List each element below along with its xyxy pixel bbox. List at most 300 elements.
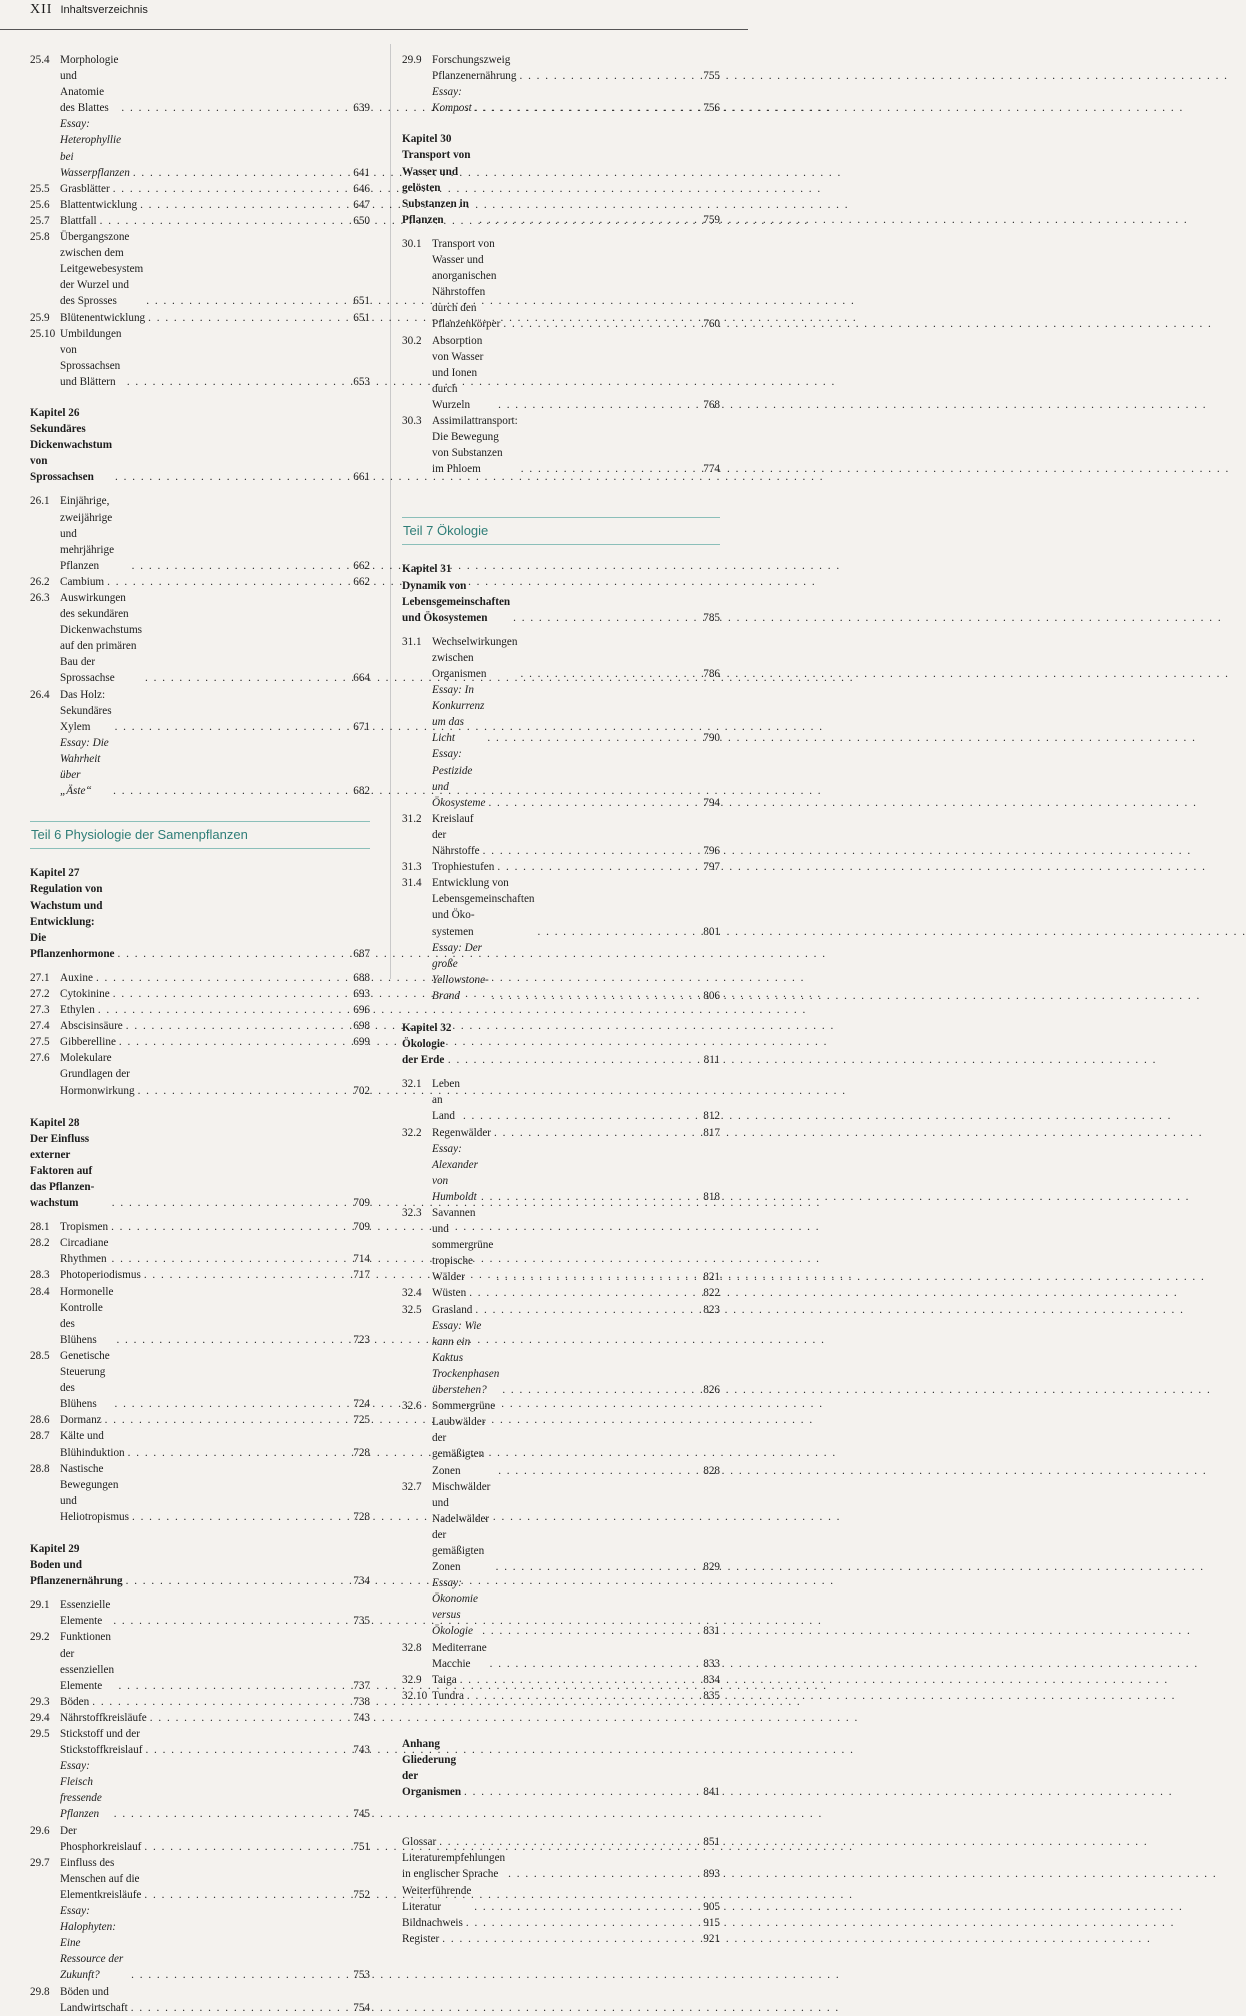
toc-entry[interactable]: [30, 1823, 370, 1855]
chapter-title[interactable]: Transport von Wasser und gelösten Substanzen in Pflanzen . . . 759: [402, 147, 720, 227]
entry-title: Entwicklung von Lebensgemeinschaften und Öko- systemen: [432, 877, 535, 938]
section-number: 31.4: [402, 877, 422, 890]
entry-body: [60, 574, 370, 590]
page-ref: 829: [703, 1561, 720, 1574]
dot-leader: [98, 1002, 350, 1018]
page-ref: 699: [353, 1036, 370, 1049]
toc-essay-entry[interactable]: [30, 1758, 370, 1822]
entry-body: [60, 1855, 370, 1903]
section-number: 29.3: [30, 1695, 50, 1708]
toc-entry[interactable]: [402, 1931, 720, 1947]
toc-entry[interactable]: [30, 574, 370, 590]
toc-entry[interactable]: [402, 1850, 720, 1882]
entry-body: [432, 236, 720, 333]
dot-leader: [502, 1382, 700, 1398]
section-number: 30.2: [402, 334, 422, 347]
toc-essay-entry[interactable]: [402, 1141, 720, 1205]
section-number: 30.1: [402, 237, 422, 250]
toc-entry[interactable]: [30, 326, 370, 390]
entry-title: Essay: Die Wahrheit über „Äste“: [60, 736, 109, 798]
chapter-label: Kapitel 28: [30, 1116, 80, 1129]
toc-entry[interactable]: [30, 1219, 370, 1235]
toc-entry[interactable]: [402, 875, 720, 939]
chapter-title[interactable]: Regulation von Wachstum und Entwicklung: Die Pflanzenhormone . . . 687: [30, 881, 370, 961]
entry-title: Ethylen: [60, 1004, 95, 1017]
toc-entry[interactable]: [402, 1285, 720, 1301]
entry-title: Assimilattransport: Die Bewegung von Substanzen im Phloem: [432, 414, 518, 476]
dot-leader: [496, 1559, 701, 1575]
toc-essay-entry[interactable]: [30, 1903, 370, 1983]
entry-body: [432, 52, 720, 84]
toc-entry[interactable]: [402, 52, 720, 84]
entry-body: [60, 1235, 370, 1267]
section-number: 29.7: [30, 1856, 50, 1869]
chapter-label: Kapitel 26: [30, 406, 80, 419]
toc-list: [30, 1597, 370, 2015]
entry-body: [402, 1931, 720, 1947]
dot-leader: [112, 1195, 350, 1211]
dot-leader: [138, 1083, 351, 1099]
page-ref: 755: [703, 70, 720, 83]
toc-essay-entry[interactable]: [402, 940, 720, 1004]
dot-leader: [513, 610, 700, 626]
chapter-title[interactable]: Ökologie der Erde . . . 811: [402, 1036, 720, 1068]
section-number: 29.4: [30, 1711, 50, 1724]
toc-entry[interactable]: [402, 1883, 720, 1915]
page-ref: 728: [353, 1446, 370, 1459]
dot-leader: [105, 1412, 351, 1428]
page-ref: 682: [353, 785, 370, 798]
entry-title: Einfluss des Menschen auf die Elementkreisläufe: [60, 1856, 142, 1901]
entry-title: Photoperiodismus: [60, 1269, 141, 1282]
chapter-title[interactable]: Boden und Pflanzenernährung . . . 734: [30, 1557, 370, 1589]
toc-entry[interactable]: [30, 1855, 370, 1903]
page-ref: 751: [353, 1840, 370, 1853]
toc-entry[interactable]: [402, 1672, 720, 1688]
page-ref: 662: [353, 559, 370, 572]
entry-body: [60, 52, 370, 116]
entry-title: Cambium: [60, 575, 105, 588]
dot-leader: [115, 719, 351, 735]
page-ref: 688: [353, 971, 370, 984]
entry-title: Blütenentwicklung: [60, 311, 146, 324]
toc-entry[interactable]: [30, 1050, 370, 1098]
entry-body: [432, 84, 720, 116]
entry-body: [60, 229, 370, 309]
entry-body: [432, 1688, 720, 1704]
entry-body: [432, 413, 720, 477]
section-number: 29.2: [30, 1631, 50, 1644]
entry-title: Essay: Heterophyllie bei Wasserpflanzen: [60, 118, 130, 179]
section-number: 32.4: [402, 1287, 422, 1300]
page-ref: 646: [353, 182, 370, 195]
entry-body: [432, 1302, 720, 1318]
entry-body: [60, 1267, 370, 1283]
toc-entry[interactable]: [402, 1076, 720, 1124]
entry-body: [432, 1141, 720, 1205]
section-number: 28.7: [30, 1430, 50, 1443]
toc-entry[interactable]: [30, 213, 370, 229]
toc-entry[interactable]: [30, 986, 370, 1002]
dot-leader: [131, 1967, 350, 1983]
toc-entry[interactable]: [30, 1267, 370, 1283]
dot-leader: [144, 1887, 350, 1903]
section-number: 25.10: [30, 327, 56, 340]
dot-leader: [497, 859, 700, 875]
toc-entry[interactable]: [30, 687, 370, 735]
toc-entry[interactable]: [30, 1018, 370, 1034]
toc-list: [402, 52, 720, 116]
entry-title: Sommergrüne Laubwälder der gemäßigten Zonen: [432, 1400, 496, 1477]
toc-entry[interactable]: [402, 634, 720, 682]
page-ref: 841: [703, 1786, 720, 1799]
page-ref: 738: [353, 1695, 370, 1708]
entry-title: Dormanz: [60, 1414, 102, 1427]
section-number: 26.3: [30, 592, 50, 604]
dot-leader: [498, 1463, 700, 1479]
entry-body: [60, 181, 370, 197]
page-ref: 641: [353, 166, 370, 179]
toc-essay-entry[interactable]: [402, 682, 720, 746]
dot-leader: [463, 1108, 700, 1124]
section-number: 29.1: [30, 1599, 50, 1612]
entry-body: [432, 1640, 720, 1672]
running-title: Inhaltsverzeichnis: [60, 4, 148, 16]
section-number: 32.6: [402, 1400, 422, 1413]
toc-entry[interactable]: [402, 1640, 720, 1672]
appendix-title[interactable]: Gliederung der Organismen . . . 841: [402, 1752, 720, 1800]
toc-entry[interactable]: [30, 1002, 370, 1018]
entry-title: Absorption von Wasser und Ionen durch Wurzeln: [432, 334, 484, 411]
page-ref: 811: [703, 1054, 720, 1067]
page-ref: 817: [703, 1126, 720, 1139]
toc-entry[interactable]: [402, 236, 720, 333]
page-ref: 717: [353, 1269, 370, 1282]
toc-list: [402, 236, 720, 477]
page-ref: 693: [353, 987, 370, 1000]
dot-leader: [96, 970, 350, 986]
page-ref: 698: [353, 1020, 370, 1033]
entry-body: [432, 1575, 720, 1639]
entry-body: [60, 1984, 370, 2016]
entry-body: [60, 116, 370, 180]
page-number: XII: [30, 2, 53, 17]
dot-leader: [479, 212, 700, 228]
dot-leader: [148, 310, 350, 326]
page-ref: 915: [703, 1916, 720, 1929]
toc-entry[interactable]: [30, 1235, 370, 1267]
entry-title: Essay: Der große Yellowstone-Brand: [432, 941, 489, 1002]
toc-essay-entry[interactable]: [402, 84, 720, 116]
page-ref: 828: [703, 1464, 720, 1477]
dot-leader: [498, 397, 700, 413]
entry-body: [60, 1428, 370, 1460]
page-ref: 728: [353, 1510, 370, 1523]
page-ref: 743: [353, 1711, 370, 1724]
entry-title: Essenzielle Elemente: [60, 1599, 111, 1628]
toc-essay-entry[interactable]: [30, 116, 370, 180]
entry-body: [60, 1823, 370, 1855]
toc-entry[interactable]: [30, 1034, 370, 1050]
entry-body: [60, 1597, 370, 1629]
dot-leader: [116, 1332, 350, 1348]
toc-entry[interactable]: [30, 1284, 370, 1348]
section-number: 32.8: [402, 1641, 422, 1654]
toc-entry[interactable]: [30, 590, 370, 687]
entry-title: Übergangszone zwischen dem Leitgewebesystem der Wurzel und des Sprosses: [60, 231, 144, 308]
entry-body: [60, 310, 370, 326]
toc-entry[interactable]: [30, 1629, 370, 1693]
toc-entry[interactable]: [30, 229, 370, 309]
dot-leader: [492, 988, 700, 1004]
toc-entry[interactable]: [402, 333, 720, 413]
toc-list: [30, 52, 370, 390]
entry-title: Einjährige, zweijährige und mehrjährige Pflanzen: [60, 495, 115, 572]
entry-title: Essay: Halophyten: Eine Ressource der Zukunft?: [60, 1905, 124, 1982]
dot-leader: [146, 293, 350, 309]
entry-body: [432, 875, 720, 939]
page-ref: 833: [703, 1657, 720, 1670]
entry-title: Weiterführende Literatur: [402, 1884, 472, 1913]
entry-body: [60, 1284, 370, 1348]
toc-entry[interactable]: [30, 197, 370, 213]
dot-leader: [474, 1899, 700, 1915]
page-ref: 834: [703, 1673, 720, 1686]
entry-body: [432, 1398, 720, 1478]
entry-body: [432, 1285, 720, 1301]
section-number: 27.2: [30, 987, 50, 1000]
toc-entry[interactable]: [402, 1834, 720, 1850]
entry-body: [432, 634, 720, 682]
toc-entry[interactable]: [402, 859, 720, 875]
entry-title: Essay: Alexander von Humboldt: [432, 1142, 478, 1203]
dot-leader: [131, 2000, 351, 2016]
toc-entry[interactable]: [30, 1412, 370, 1428]
section-number: 27.3: [30, 1004, 50, 1017]
toc-essay-entry[interactable]: [402, 1318, 720, 1398]
chapter-title[interactable]: Dynamik von Lebensgemeinschaften und Ökosystemen . . . 785: [402, 578, 720, 626]
toc-entry[interactable]: [30, 181, 370, 197]
entry-title: Böden und Landwirtschaft: [60, 1985, 128, 2014]
chapter-title[interactable]: Sekundäres Dickenwachstum von Sprossachsen . . . 661: [30, 421, 370, 485]
dot-leader: [520, 666, 700, 682]
entry-body: [60, 1348, 370, 1412]
page-ref: 723: [353, 1333, 370, 1346]
dot-leader: [113, 783, 350, 799]
section-number: 28.1: [30, 1221, 50, 1234]
entry-body: [402, 1915, 720, 1931]
dot-leader: [115, 1396, 351, 1412]
toc-entry[interactable]: [402, 413, 720, 477]
entry-title: Tundra: [432, 1689, 464, 1702]
entry-title: Stickstoff und der Stickstoffkreislauf: [60, 1728, 143, 1757]
section-number: 27.5: [30, 1036, 50, 1049]
page-ref: 905: [703, 1900, 720, 1913]
dot-leader: [111, 1219, 350, 1235]
entry-body: [432, 1318, 720, 1398]
dot-leader: [144, 1267, 350, 1283]
entry-title: Molekulare Grundlagen der Hormonwirkung: [60, 1052, 135, 1097]
section-number: 28.3: [30, 1269, 50, 1282]
entry-body: [60, 1034, 370, 1050]
page-ref: 653: [353, 375, 370, 388]
dot-leader: [140, 197, 350, 213]
dot-leader: [519, 68, 700, 84]
section-number: 26.2: [30, 575, 50, 588]
toc-entry[interactable]: [30, 1984, 370, 2016]
section-number: 25.8: [30, 231, 50, 244]
toc-entry[interactable]: [402, 1479, 720, 1576]
page-ref: 743: [353, 1744, 370, 1757]
toc-entry[interactable]: [30, 1461, 370, 1525]
entry-body: [60, 1726, 370, 1758]
dot-leader: [128, 1445, 351, 1461]
section-number: 25.4: [30, 54, 50, 66]
dot-leader: [127, 374, 350, 390]
page-ref: 785: [703, 611, 720, 624]
chapter-label: Kapitel 30: [402, 133, 452, 146]
dot-leader: [115, 469, 350, 485]
entry-title: Auswirkungen des sekundären Dickenwachstums auf den primären Bau der Sprossachse: [60, 592, 143, 685]
entry-title: Genetische Steuerung des Blühens: [60, 1349, 110, 1411]
chapter-label: Kapitel 32: [402, 1021, 452, 1034]
dot-leader: [460, 1672, 701, 1688]
toc-entry[interactable]: [30, 493, 370, 573]
page-ref: 651: [353, 295, 370, 308]
entry-body: [60, 1903, 370, 1983]
page-ref: 756: [703, 102, 720, 115]
section-number: 32.7: [402, 1480, 422, 1493]
dot-leader: [126, 1018, 350, 1034]
entry-title: Grasblätter: [60, 182, 110, 195]
page-ref: 818: [703, 1190, 720, 1203]
toc-entry[interactable]: [30, 1348, 370, 1412]
entry-title: Blattfall: [60, 214, 97, 227]
section-number: 26.1: [30, 495, 50, 508]
entry-title: Nastische Bewegungen und Heliotropismus: [60, 1462, 129, 1523]
page-ref: 664: [353, 672, 370, 685]
toc-entry[interactable]: [402, 1915, 720, 1931]
dot-leader: [113, 181, 351, 197]
page-ref: 794: [703, 796, 720, 809]
dot-leader: [475, 100, 700, 116]
toc-entry[interactable]: [402, 1398, 720, 1478]
toc-list: [30, 970, 370, 1099]
section-number: 32.3: [402, 1207, 422, 1219]
entry-title: Literaturempfehlungen in englischer Sprache: [402, 1852, 506, 1881]
toc-entry[interactable]: [30, 1597, 370, 1629]
chapter-title[interactable]: Der Einfluss externer Faktoren auf das Pflanzen- wachstum . . . 709: [30, 1131, 370, 1211]
section-number: 25.5: [30, 182, 50, 195]
entry-body: [432, 333, 720, 413]
page-ref: 661: [353, 471, 370, 484]
page-ref: 753: [353, 1969, 370, 1982]
dot-leader: [145, 670, 350, 686]
entry-body: [402, 1834, 720, 1850]
dot-leader: [481, 1189, 700, 1205]
page-ref: 647: [353, 198, 370, 211]
entry-body: [60, 986, 370, 1002]
toc-essay-entry[interactable]: [30, 735, 370, 799]
dot-leader: [466, 1915, 700, 1931]
section-number: 28.8: [30, 1462, 50, 1475]
page-ref: 714: [353, 1253, 370, 1266]
section-number: 27.4: [30, 1020, 50, 1033]
toc-entry[interactable]: [30, 970, 370, 986]
entry-title: Wechselwirkungen zwischen Organismen: [432, 635, 518, 680]
page-ref: 835: [703, 1689, 720, 1702]
section-number: 32.2: [402, 1126, 422, 1139]
dot-leader: [469, 1285, 700, 1301]
page-ref: 790: [703, 732, 720, 745]
dot-leader: [483, 843, 701, 859]
dot-leader: [448, 1052, 701, 1068]
dot-leader: [475, 1302, 700, 1318]
section-number: 32.1: [402, 1078, 422, 1091]
entry-title: Essay: Pestizide und Ökosysteme: [432, 748, 486, 809]
page-ref: 826: [703, 1384, 720, 1397]
section-number: 25.6: [30, 198, 50, 211]
toc-list: [30, 493, 370, 799]
dot-leader: [439, 1834, 700, 1850]
toc-entry[interactable]: [30, 310, 370, 326]
toc-entry[interactable]: [402, 1302, 720, 1318]
entry-body: [60, 213, 370, 229]
page-ref: 671: [353, 720, 370, 733]
page-ref: 812: [703, 1110, 720, 1123]
dot-leader: [107, 574, 350, 590]
toc-entry[interactable]: [30, 1694, 370, 1710]
page-ref: 687: [353, 947, 370, 960]
toc-entry[interactable]: [402, 1688, 720, 1704]
section-number: 31.3: [402, 861, 422, 874]
toc-list: [402, 634, 720, 1004]
toc-entry[interactable]: [30, 1710, 370, 1726]
entry-title: Böden: [60, 1695, 90, 1708]
dot-leader: [503, 316, 700, 332]
entry-body: [432, 940, 720, 1004]
toc-entry[interactable]: [402, 811, 720, 859]
toc-essay-entry[interactable]: [402, 746, 720, 810]
toc-essay-entry[interactable]: [402, 1575, 720, 1639]
entry-title: Cytokinine: [60, 987, 110, 1000]
page-ref: 735: [353, 1615, 370, 1628]
entry-body: [60, 197, 370, 213]
entry-body: [60, 493, 370, 573]
dot-leader: [482, 1623, 700, 1639]
dot-leader: [494, 1125, 700, 1141]
entry-title: Das Holz: Sekundäres Xylem: [60, 688, 112, 733]
page-ref: 831: [703, 1625, 720, 1638]
section-number: 31.2: [402, 812, 422, 825]
toc-entry[interactable]: [402, 1205, 720, 1285]
toc-entry[interactable]: [30, 1726, 370, 1758]
page-ref: 760: [703, 318, 720, 331]
entry-title: Circadiane Rhythmen: [60, 1237, 109, 1266]
entry-title: Savannen und sommergrüne tropische Wälder: [432, 1207, 494, 1284]
entry-body: [60, 970, 370, 986]
section-number: 25.9: [30, 311, 50, 324]
toc-entry[interactable]: [30, 1428, 370, 1460]
entry-title: Essay: Fleisch fressende Pflanzen: [60, 1760, 102, 1821]
entry-body: [60, 1629, 370, 1693]
toc-entry[interactable]: [30, 52, 370, 116]
page-ref: 662: [353, 575, 370, 588]
toc-entry[interactable]: [402, 1125, 720, 1141]
entry-body: [432, 859, 720, 875]
page-ref: 806: [703, 989, 720, 1002]
section-number: 28.2: [30, 1237, 50, 1250]
